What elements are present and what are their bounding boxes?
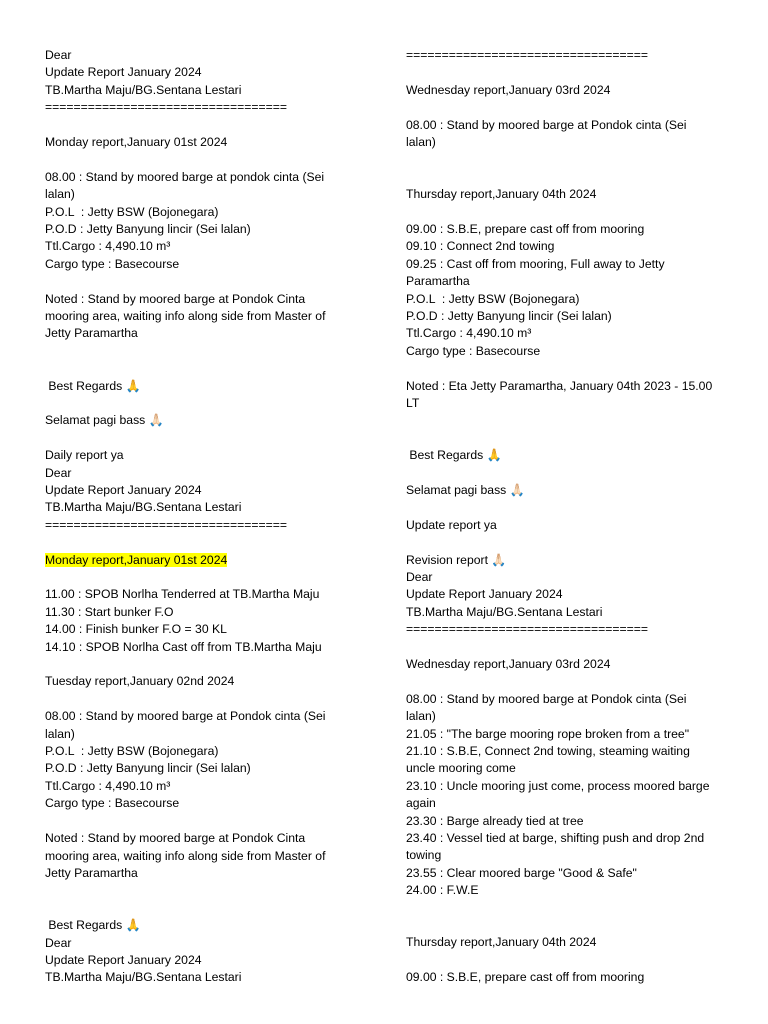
line-text: ==================================: [406, 48, 648, 62]
text-line: [45, 778, 365, 795]
text-line: [406, 865, 741, 882]
text-line: [406, 621, 741, 638]
text-line: [45, 412, 365, 429]
line-text: Noted : Eta Jetty Paramartha, January 04th 2023 - 15.00: [406, 378, 713, 393]
text-line: [406, 830, 741, 847]
line-text: Revision report 🙏🏻: [406, 552, 507, 567]
line-text: Tuesday report,January 02nd 2024: [45, 674, 235, 689]
text-line: [406, 395, 741, 412]
line-text: mooring area, waiting info along side from Master of: [45, 848, 326, 863]
line-text: Cargo type : Basecourse: [45, 256, 180, 271]
blank-line: [406, 360, 741, 377]
text-line: [406, 482, 741, 499]
line-text: Dear: [406, 570, 433, 585]
blank-line: [406, 465, 741, 482]
text-line: [406, 760, 741, 777]
line-text: ==================================: [45, 517, 287, 532]
text-line: [45, 830, 365, 847]
text-line: [406, 447, 741, 464]
text-line: [45, 604, 365, 621]
line-text: lalan): [406, 135, 436, 149]
text-line: [45, 517, 365, 534]
blank-line: [45, 360, 365, 377]
text-line: [45, 673, 365, 690]
line-text: 11.00 : SPOB Norlha Tenderred at TB.Martha Maju: [45, 587, 320, 602]
text-line: [45, 447, 365, 464]
text-line: [406, 795, 741, 812]
text-line: [406, 517, 741, 534]
text-line: [406, 221, 741, 238]
text-line: [406, 813, 741, 830]
text-line: [406, 778, 741, 795]
text-line: [45, 743, 365, 760]
line-text: 09.25 : Cast off from mooring, Full away to Jetty: [406, 256, 665, 271]
left-column: [45, 47, 365, 987]
text-line: [45, 186, 365, 203]
line-text: 23.10 : Uncle mooring just come, process moored barge: [406, 778, 710, 793]
line-text: TB.Martha Maju/BG.Sentana Lestari: [45, 500, 242, 515]
text-line: [406, 378, 741, 395]
text-line: [45, 204, 365, 221]
text-line: [45, 726, 365, 743]
line-text: Update Report January 2024: [45, 65, 202, 80]
text-line: [406, 82, 741, 99]
line-text: Thursday report,January 04th 2024: [406, 187, 597, 202]
text-line: [45, 865, 365, 882]
line-text: P.O.D : Jetty Banyung lincir (Sei lalan): [45, 761, 251, 776]
text-line: [406, 343, 741, 360]
line-text: Update report ya: [406, 517, 497, 532]
blank-line: [45, 151, 365, 168]
line-text: 23.55 : Clear moored barge "Good & Safe": [406, 865, 637, 880]
text-line: [406, 134, 741, 151]
text-line: [45, 482, 365, 499]
line-text: towing: [406, 848, 442, 863]
text-line: [45, 465, 365, 482]
blank-line: [45, 900, 365, 917]
line-text: ==================================: [406, 622, 648, 637]
text-line: [45, 795, 365, 812]
line-text: Ttl.Cargo : 4,490.10 m³: [45, 239, 171, 254]
line-text: Best Regards 🙏: [406, 448, 502, 463]
blank-line: [45, 395, 365, 412]
text-line: [406, 291, 741, 308]
text-line: [406, 586, 741, 603]
line-text: 21.10 : S.B.E, Connect 2nd towing, steaming waiting: [406, 744, 690, 759]
text-line: [406, 743, 741, 760]
line-text: Paramartha: [406, 274, 470, 289]
line-text: TB.Martha Maju/BG.Sentana Lestari: [406, 604, 603, 619]
line-text: 08.00 : Stand by moored barge at Pondok cinta (Sei: [406, 117, 687, 132]
text-line: [45, 969, 365, 986]
blank-line: [406, 534, 741, 551]
line-text: 11.30 : Start bunker F.O: [45, 604, 174, 619]
line-text: 14.10 : SPOB Norlha Cast off from TB.Martha Maju: [45, 639, 322, 654]
blank-line: [406, 917, 741, 934]
text-line: [45, 952, 365, 969]
blank-line: [406, 952, 741, 969]
line-text: 24.00 : F.W.E: [406, 883, 479, 898]
line-text: Wednesday report,January 03rd 2024: [406, 82, 611, 97]
line-text: lalan): [406, 709, 436, 724]
line-text: Wednesday report,January 03rd 2024: [406, 657, 611, 672]
line-text: P.O.D : Jetty Banyung lincir (Sei lalan): [406, 309, 612, 324]
text-line: [45, 325, 365, 342]
text-line: [45, 134, 365, 151]
text-line: [45, 238, 365, 255]
line-text: P.O.L : Jetty BSW (Bojonegara): [406, 291, 580, 306]
text-line: [45, 848, 365, 865]
text-line: [45, 499, 365, 516]
text-line: [406, 726, 741, 743]
line-text: Ttl.Cargo : 4,490.10 m³: [406, 326, 532, 341]
line-text: Update Report January 2024: [406, 587, 563, 602]
line-text: Dear: [45, 48, 72, 62]
text-line: [45, 82, 365, 99]
line-text: Noted : Stand by moored barge at Pondok Cinta: [45, 831, 306, 846]
line-text: 08.00 : Stand by moored barge at Pondok cinta (Sei: [406, 691, 687, 706]
line-text: Dear: [45, 935, 72, 950]
text-line: [406, 47, 741, 64]
line-text: 14.00 : Finish bunker F.O = 30 KL: [45, 622, 227, 637]
blank-line: [406, 99, 741, 116]
highlighted-heading: Monday report,January 01st 2024: [45, 552, 228, 567]
line-text: Monday report,January 01st 2024: [45, 135, 228, 150]
line-text: 21.05 : "The barge mooring rope broken from a tree": [406, 726, 690, 741]
line-text: Jetty Paramartha: [45, 865, 138, 880]
text-line: [406, 186, 741, 203]
text-line: [406, 569, 741, 586]
blank-line: [45, 691, 365, 708]
line-text: lalan): [45, 187, 75, 202]
text-line: [406, 308, 741, 325]
text-line: [45, 291, 365, 308]
line-text: Dear: [45, 465, 72, 480]
blank-line: [406, 169, 741, 186]
line-text: Daily report ya: [45, 448, 124, 463]
line-text: Best Regards 🙏: [45, 918, 141, 933]
text-line: [406, 656, 741, 673]
text-line: [45, 708, 365, 725]
blank-line: [45, 656, 365, 673]
line-text: P.O.L : Jetty BSW (Bojonegara): [45, 204, 219, 219]
line-text: Best Regards 🙏: [45, 378, 141, 393]
text-line: [406, 604, 741, 621]
text-line: [45, 221, 365, 238]
blank-line: [406, 900, 741, 917]
line-text: 08.00 : Stand by moored barge at pondok cinta (Sei: [45, 169, 325, 184]
text-line: [45, 917, 365, 934]
blank-line: [406, 412, 741, 429]
blank-line: [406, 151, 741, 168]
blank-line: [406, 64, 741, 81]
text-line: [45, 169, 365, 186]
text-line: [45, 99, 365, 116]
line-text: 09.00 : S.B.E, prepare cast off from mooring: [406, 970, 645, 985]
text-line: [45, 552, 365, 569]
blank-line: [45, 882, 365, 899]
line-text: Noted : Stand by moored barge at Pondok Cinta: [45, 291, 306, 306]
blank-line: [45, 534, 365, 551]
text-line: [406, 325, 741, 342]
text-line: [45, 378, 365, 395]
line-text: ==================================: [45, 100, 287, 115]
line-text: 08.00 : Stand by moored barge at Pondok cinta (Sei: [45, 709, 326, 724]
text-line: [45, 256, 365, 273]
blank-line: [45, 117, 365, 134]
text-line: [45, 47, 365, 64]
blank-line: [406, 639, 741, 656]
text-line: [406, 117, 741, 134]
line-text: Thursday report,January 04th 2024: [406, 935, 597, 950]
right-column: [406, 47, 741, 987]
blank-line: [406, 499, 741, 516]
line-text: TB.Martha Maju/BG.Sentana Lestari: [45, 82, 242, 97]
blank-line: [45, 273, 365, 290]
text-line: [406, 691, 741, 708]
line-text: P.O.D : Jetty Banyung lincir (Sei lalan): [45, 222, 251, 237]
text-line: [406, 882, 741, 899]
line-text: Selamat pagi bass 🙏🏻: [45, 413, 164, 428]
line-text: Update Report January 2024: [45, 483, 202, 498]
line-text: Selamat pagi bass 🙏🏻: [406, 483, 525, 498]
text-line: [45, 760, 365, 777]
line-text: mooring area, waiting info along side from Master of: [45, 309, 326, 324]
text-line: [45, 639, 365, 656]
text-line: [406, 238, 741, 255]
line-text: uncle mooring come: [406, 761, 516, 776]
blank-line: [45, 813, 365, 830]
line-text: Ttl.Cargo : 4,490.10 m³: [45, 778, 171, 793]
line-text: again: [406, 796, 436, 811]
line-text: 23.40 : Vessel tied at barge, shifting push and drop 2nd: [406, 831, 705, 846]
line-text: LT: [406, 396, 420, 411]
text-line: [406, 969, 741, 986]
text-line: [45, 586, 365, 603]
line-text: Cargo type : Basecourse: [406, 343, 541, 358]
text-line: [406, 934, 741, 951]
blank-line: [406, 204, 741, 221]
line-text: 09.10 : Connect 2nd towing: [406, 239, 555, 254]
line-text: Update Report January 2024: [45, 952, 202, 967]
blank-line: [406, 673, 741, 690]
blank-line: [45, 569, 365, 586]
text-line: [406, 256, 741, 273]
text-line: [406, 847, 741, 864]
line-text: Cargo type : Basecourse: [45, 796, 180, 811]
blank-line: [406, 430, 741, 447]
line-text: TB.Martha Maju/BG.Sentana Lestari: [45, 970, 242, 985]
blank-line: [45, 430, 365, 447]
text-line: [45, 621, 365, 638]
text-line: [45, 935, 365, 952]
text-line: [406, 552, 741, 569]
line-text: P.O.L : Jetty BSW (Bojonegara): [45, 744, 219, 759]
text-line: [406, 708, 741, 725]
text-line: [45, 308, 365, 325]
blank-line: [45, 343, 365, 360]
text-line: [45, 64, 365, 81]
line-text: Jetty Paramartha: [45, 326, 138, 341]
line-text: 23.30 : Barge already tied at tree: [406, 813, 584, 828]
line-text: lalan): [45, 726, 75, 741]
line-text: 09.00 : S.B.E, prepare cast off from mooring: [406, 221, 645, 236]
text-line: [406, 273, 741, 290]
